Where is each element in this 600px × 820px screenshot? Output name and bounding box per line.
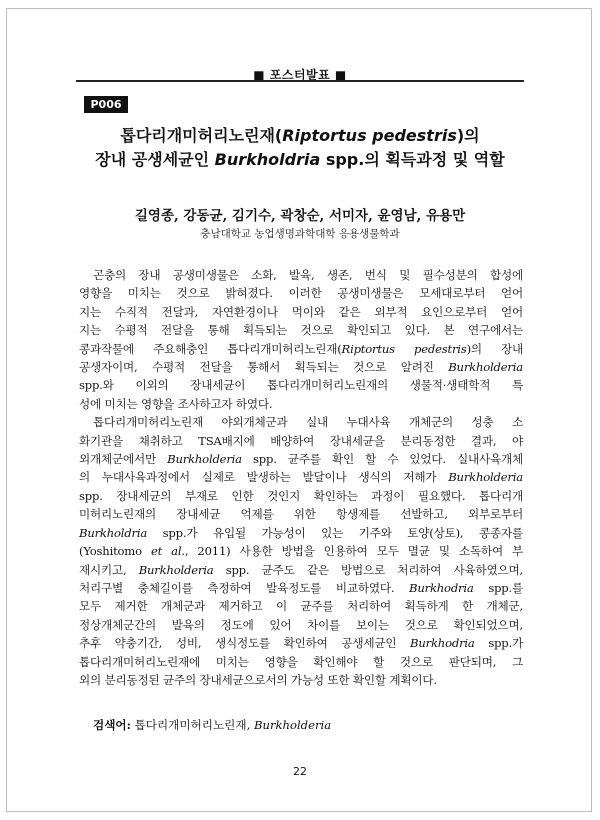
abstract-line: 콩과작물에 주요해충인 톱다리개미허리노린재(Riptortus pedestris)의 장내 (79, 341, 523, 356)
title-line-1: 톱다리개미허리노린재(Riptortus pedestris)의 (120, 126, 480, 145)
title-line-2: 장내 공생세균인 Burkholdria spp.의 획득과정 및 역할 (95, 150, 505, 169)
page-number: 22 (293, 765, 307, 778)
abstract-line: 곤충의 장내 공생미생물은 소화, 발육, 생존, 번식 및 필수성분의 합성에 (93, 268, 523, 282)
section-header: ■ 포스터발표 ■ (253, 68, 347, 82)
abstract-line: 지는 수평적 전달을 통해 획득되는 것으로 확인되고 있다. 본 연구에서는 (79, 323, 523, 338)
abstract-line: 재시키고, Burkholderia spp. 균주도 같은 방법으로 처리하여 사육하였으며, (79, 562, 523, 577)
header-rule (76, 80, 524, 82)
abstract-line: 모두 제거한 개체군과 제거하고 이 균주를 처리하여 획득하게 한 개체군, (79, 599, 523, 614)
authors: 길영종, 강동균, 김기수, 곽창순, 서미자, 윤영남, 유용만 (134, 208, 466, 224)
abstract-line: 화기관을 채취하고 TSA배지에 배양하여 장내세균을 분리동정한 결과, 야 (79, 433, 523, 448)
abstract-line: 처리구별 충체길이를 측정하여 발육정도를 비교하였다. Burkhodria spp.를 (79, 580, 523, 595)
abstract-line: spp.와 이외의 장내세균이 톱다리개미허리노린재의 생물적·생태학적 특 (79, 378, 523, 393)
abstract-line: 영향을 미치는 것으로 밝혀졌다. 이러한 공생미생물은 모세대로부터 얻어 (79, 286, 523, 301)
keywords-label: 검색어: (93, 718, 131, 732)
abstract-line: 지는 수직적 전달과, 자연환경이나 먹이와 같은 외부적 요인으로부터 얻어 (79, 304, 523, 319)
abstract-line: 의 누대사육과정에서 실제로 발생하는 발달이나 생식의 저해가 Burkholderia (79, 470, 523, 485)
affiliation: 충남대학교 농업생명과학대학 응용생물학과 (200, 228, 400, 240)
paper-title (60, 124, 540, 172)
abstract (79, 266, 523, 689)
abstract-line: 톱다리개미허리노린재에 미치는 영향을 확인해야 할 것으로 판단되며, 그 (79, 654, 523, 669)
abstract-line: 톱다리개미허리노린재 야외개체군과 실내 누대사육 개체군의 성충 소 (93, 415, 523, 430)
abstract-line: 성에 미치는 영향을 조사하고자 하였다. (79, 396, 273, 411)
keywords-italic: Burkholderia (253, 718, 332, 732)
abstract-line: 외의 분리동정된 균주의 장내세균으로서의 가능성 또한 확인할 계획이다. (79, 672, 437, 687)
abstract-line: 외개체군에서만 Burkholderia spp. 균주를 확인 할 수 있었다. 실내사육개체 (79, 452, 524, 467)
keywords (93, 717, 523, 733)
abstract-line: 정상개체군간의 발육의 정도에 있어 차이를 보이는 것으로 확인되었으며, (79, 617, 523, 632)
keywords-text: 톱다리개미허리노린재, (130, 718, 254, 732)
abstract-line: 추후 약충기간, 성비, 생식정도를 확인하여 공생세균인 Burkhodria spp.가 (79, 636, 523, 651)
abstract-line: Burkholdria spp.가 유입될 가능성이 있는 기주와 토양(상토), 콩종자를 (79, 525, 523, 540)
abstract-line: 미허리노린재의 장내세균 억제를 위한 항생제를 선발하고, 외부로부터 (79, 507, 523, 522)
abstract-line: 공생자이며, 수평적 전달을 통해서 획득되는 것으로 알려진 Burkholderia (79, 360, 523, 375)
poster-code-badge: P006 (84, 96, 128, 113)
abstract-line: (Yoshitomo et al., 2011) 사용한 방법을 인용하여 모두 멸균 및 소독하여 부 (79, 544, 524, 559)
abstract-line: spp. 장내세균의 부재로 인한 것인지 확인하는 과정이 필요했다. 톱다리개 (79, 488, 523, 503)
